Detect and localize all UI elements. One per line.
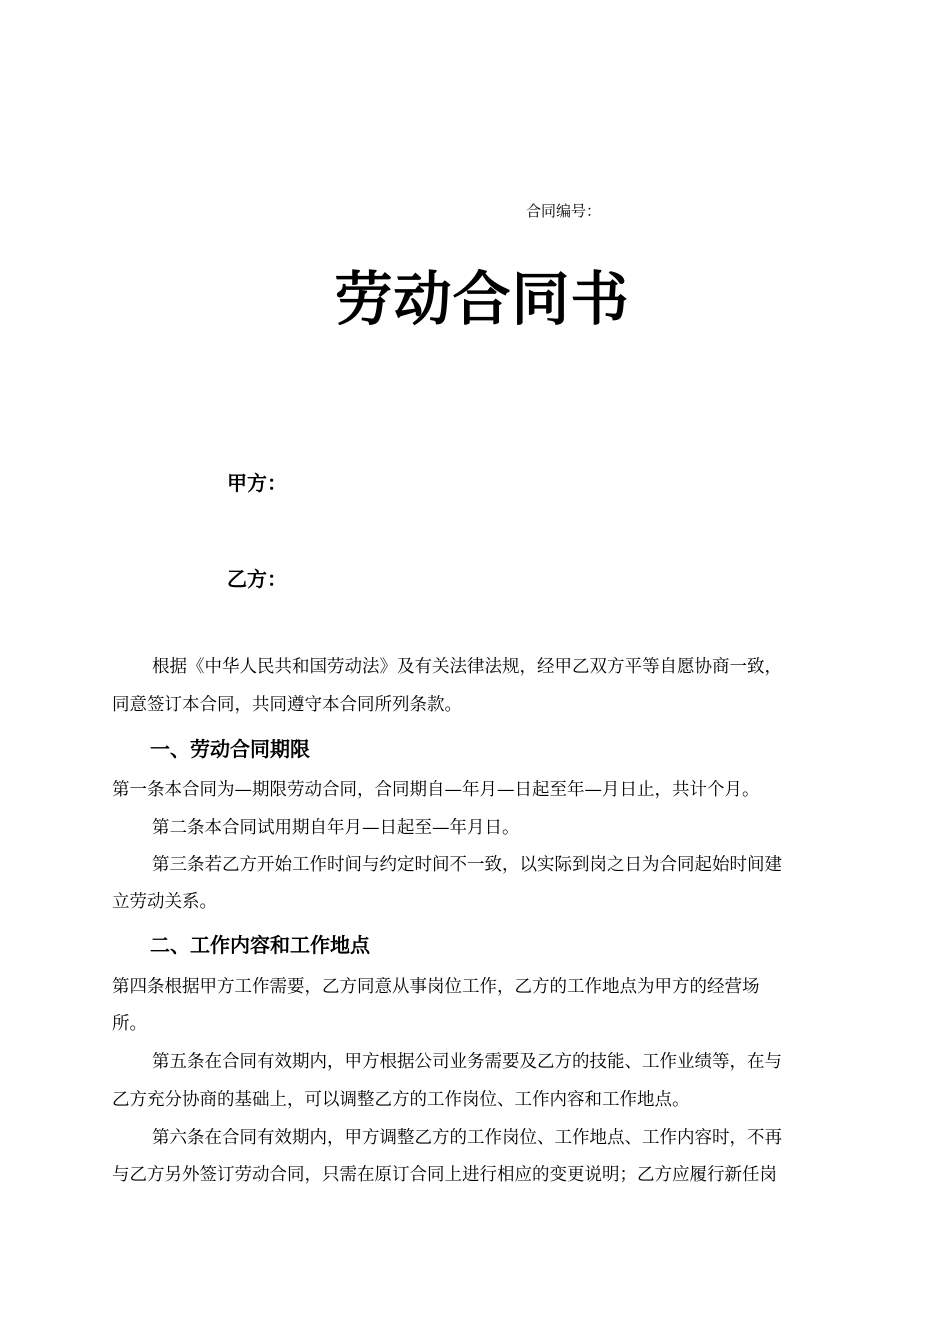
article-6-line-1: 第六条在合同有效期内，甲方调整乙方的工作岗位、工作地点、工作内容时，不再 (152, 1128, 782, 1148)
article-5-line-1: 第五条在合同有效期内，甲方根据公司业务需要及乙方的技能、工作业绩等，在与 (152, 1052, 782, 1072)
article-1: 第一条本合同为—期限劳动合同，合同期自—年月—日起至年—月日止，共计个月。 (112, 780, 760, 800)
article-3-line-1: 第三条若乙方开始工作时间与约定时间不一致，以实际到岗之日为合同起始时间建 (152, 855, 782, 875)
party-b-label: 乙方： (227, 567, 287, 591)
party-a-label: 甲方： (227, 471, 287, 495)
intro-line-2: 同意签订本合同，共同遵守本合同所列条款。 (112, 695, 462, 715)
article-4-line-1: 第四条根据甲方工作需要，乙方同意从事岗位工作，乙方的工作地点为甲方的经营场 (112, 977, 760, 997)
article-2: 第二条本合同试用期自年月—日起至—年月日。 (152, 818, 520, 838)
contract-number-label: 合同编号： (526, 202, 602, 220)
article-3-line-2: 立劳动关系。 (112, 892, 217, 912)
article-5-line-2: 乙方充分协商的基础上，可以调整乙方的工作岗位、工作内容和工作地点。 (112, 1090, 690, 1110)
article-6-line-2: 与乙方另外签订劳动合同，只需在原订合同上进行相应的变更说明；乙方应履行新任岗 (112, 1165, 777, 1185)
section-heading-work: 二、工作内容和工作地点 (150, 933, 370, 957)
section-heading-term: 一、劳动合同期限 (150, 737, 310, 761)
intro-line-1: 根据《中华人民共和国劳动法》及有关法律法规，经甲乙双方平等自愿协商一致， (152, 657, 782, 677)
article-4-line-2: 所。 (112, 1014, 147, 1034)
document-title: 劳动合同书 (334, 265, 630, 333)
